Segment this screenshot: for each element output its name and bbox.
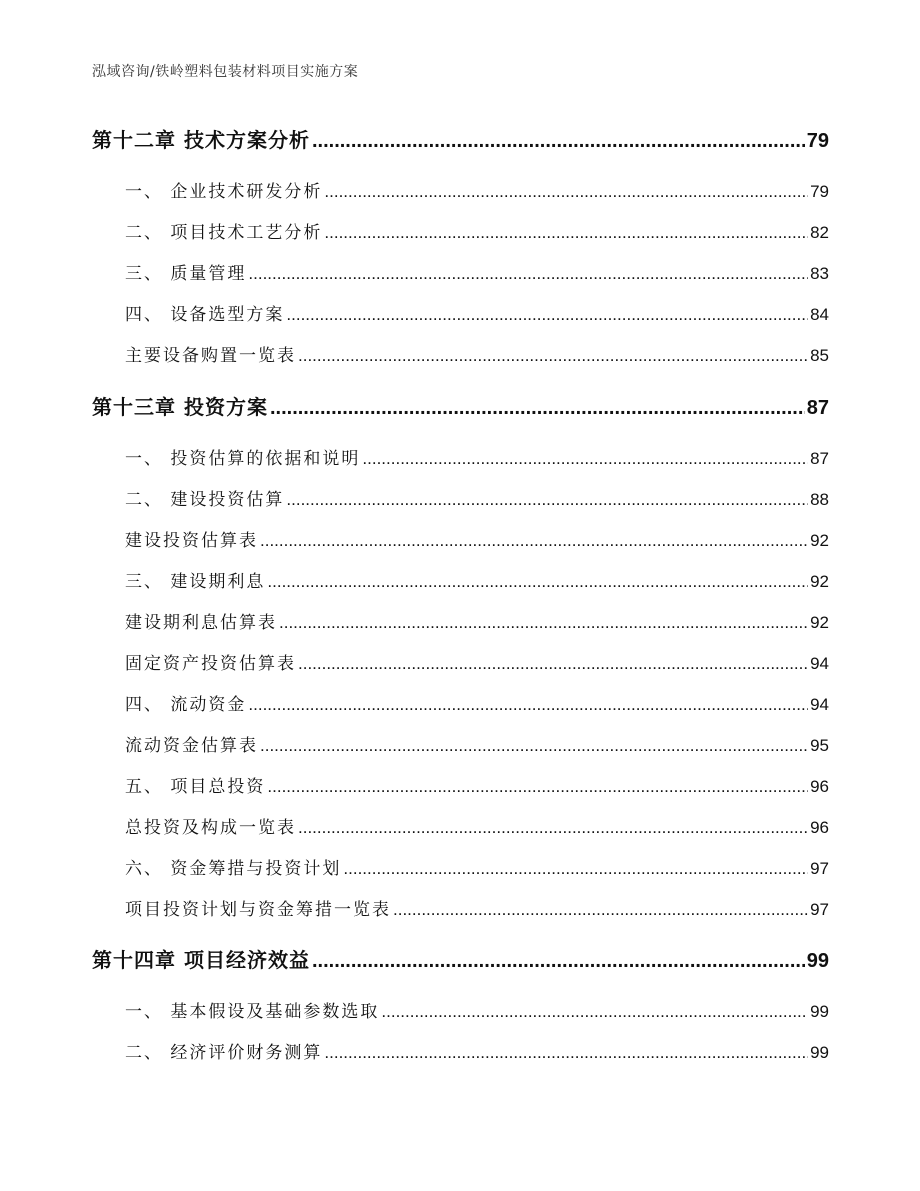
- toc-leader-dots: [286, 490, 808, 510]
- toc-leader-dots: [362, 449, 808, 469]
- toc-entry[interactable]: [125, 177, 829, 202]
- toc-page-number: 95: [810, 736, 829, 755]
- toc-page-number: 87: [810, 449, 829, 468]
- toc-entry[interactable]: [125, 854, 829, 879]
- toc-entry[interactable]: [125, 772, 829, 797]
- toc-page-number: 94: [810, 654, 829, 673]
- toc-entry[interactable]: [125, 731, 829, 756]
- toc-entry-label: 第十三章 投资方案: [92, 395, 268, 419]
- toc-entry-label: 三、 质量管理: [125, 264, 247, 284]
- toc-page-number: 92: [810, 613, 829, 632]
- toc-entry-label: 六、 资金筹措与投资计划: [125, 859, 342, 879]
- toc-entry-label: 一、 投资估算的依据和说明: [125, 449, 361, 469]
- toc-leader-dots: [312, 950, 805, 973]
- toc-entry-label: 五、 项目总投资: [125, 777, 266, 797]
- toc-chapter-13[interactable]: [92, 391, 829, 420]
- toc-page-number: 92: [810, 572, 829, 591]
- toc-page-number: 88: [810, 490, 829, 509]
- toc-entry-label: 二、 建设投资估算: [125, 490, 285, 510]
- toc-leader-dots: [260, 531, 808, 551]
- toc-entry[interactable]: [125, 567, 829, 592]
- toc-page-number: 97: [810, 900, 829, 919]
- toc-page-number: 79: [810, 182, 829, 201]
- toc-leader-dots: [279, 613, 808, 633]
- toc-page-number: 85: [810, 346, 829, 365]
- toc-page-number: 99: [810, 1043, 829, 1062]
- toc-chapter-14[interactable]: [92, 944, 829, 973]
- toc-entry-label: 第十二章 技术方案分析: [92, 128, 310, 152]
- toc-page-number: 87: [806, 397, 829, 419]
- toc-leader-dots: [298, 654, 808, 674]
- toc-entry[interactable]: [125, 649, 829, 674]
- toc-entry-label: 二、 经济评价财务测算: [125, 1043, 323, 1063]
- toc-page-number: 96: [810, 777, 829, 796]
- toc-entry-label: 二、 项目技术工艺分析: [125, 223, 323, 243]
- toc-leader-dots: [393, 900, 808, 920]
- toc-page-number: 79: [806, 130, 829, 152]
- toc-entry[interactable]: [125, 997, 829, 1022]
- toc-entry-label: 总投资及构成一览表: [125, 818, 296, 838]
- toc-leader-dots: [248, 695, 808, 715]
- toc-entry[interactable]: [125, 690, 829, 715]
- toc-entry[interactable]: [125, 444, 829, 469]
- toc-entry-label: 流动资金估算表: [125, 736, 258, 756]
- toc-entry[interactable]: [125, 1038, 829, 1063]
- toc-page-number: 94: [810, 695, 829, 714]
- toc-page-number: 97: [810, 859, 829, 878]
- toc-page-number: 92: [810, 531, 829, 550]
- toc-entry[interactable]: [125, 608, 829, 633]
- toc-leader-dots: [270, 397, 805, 420]
- toc-entry-label: 四、 设备选型方案: [125, 305, 285, 325]
- toc-leader-dots: [260, 736, 808, 756]
- toc-leader-dots: [312, 130, 805, 153]
- toc-leader-dots: [286, 305, 808, 325]
- toc-chapter-12[interactable]: [92, 124, 829, 153]
- toc-page-number: 84: [810, 305, 829, 324]
- toc-entry-label: 主要设备购置一览表: [125, 346, 296, 366]
- toc-entry[interactable]: [125, 300, 829, 325]
- toc-leader-dots: [324, 182, 808, 202]
- toc-page-number: 82: [810, 223, 829, 242]
- toc-entry-label: 建设投资估算表: [125, 531, 258, 551]
- toc-entry[interactable]: [125, 218, 829, 243]
- toc-page-number: 99: [810, 1002, 829, 1021]
- toc-entry-label: 建设期利息估算表: [125, 613, 277, 633]
- toc-leader-dots: [298, 346, 808, 366]
- toc-entry-label: 一、 基本假设及基础参数选取: [125, 1002, 380, 1022]
- toc-entry[interactable]: [125, 813, 829, 838]
- toc-leader-dots: [343, 859, 808, 879]
- toc-page-number: 83: [810, 264, 829, 283]
- toc-page-number: 96: [810, 818, 829, 837]
- toc-leader-dots: [298, 818, 808, 838]
- toc-entry[interactable]: [125, 526, 829, 551]
- toc-leader-dots: [267, 777, 808, 797]
- toc-entry[interactable]: [125, 259, 829, 284]
- toc-entry-label: 四、 流动资金: [125, 695, 247, 715]
- toc-entry[interactable]: [125, 895, 829, 920]
- toc-leader-dots: [324, 223, 808, 243]
- document-header: 泓域咨询/铁岭塑料包装材料项目实施方案: [92, 64, 359, 80]
- toc-leader-dots: [248, 264, 808, 284]
- toc-leader-dots: [381, 1002, 808, 1022]
- toc-page-number: 99: [806, 950, 829, 972]
- toc-leader-dots: [267, 572, 808, 592]
- toc-leader-dots: [324, 1043, 808, 1063]
- toc-entry-label: 第十四章 项目经济效益: [92, 948, 310, 972]
- toc-entry-label: 一、 企业技术研发分析: [125, 182, 323, 202]
- toc-entry[interactable]: [125, 341, 829, 366]
- toc-entry[interactable]: [125, 485, 829, 510]
- toc-entry-label: 三、 建设期利息: [125, 572, 266, 592]
- toc-entry-label: 项目投资计划与资金筹措一览表: [125, 900, 391, 920]
- toc-entry-label: 固定资产投资估算表: [125, 654, 296, 674]
